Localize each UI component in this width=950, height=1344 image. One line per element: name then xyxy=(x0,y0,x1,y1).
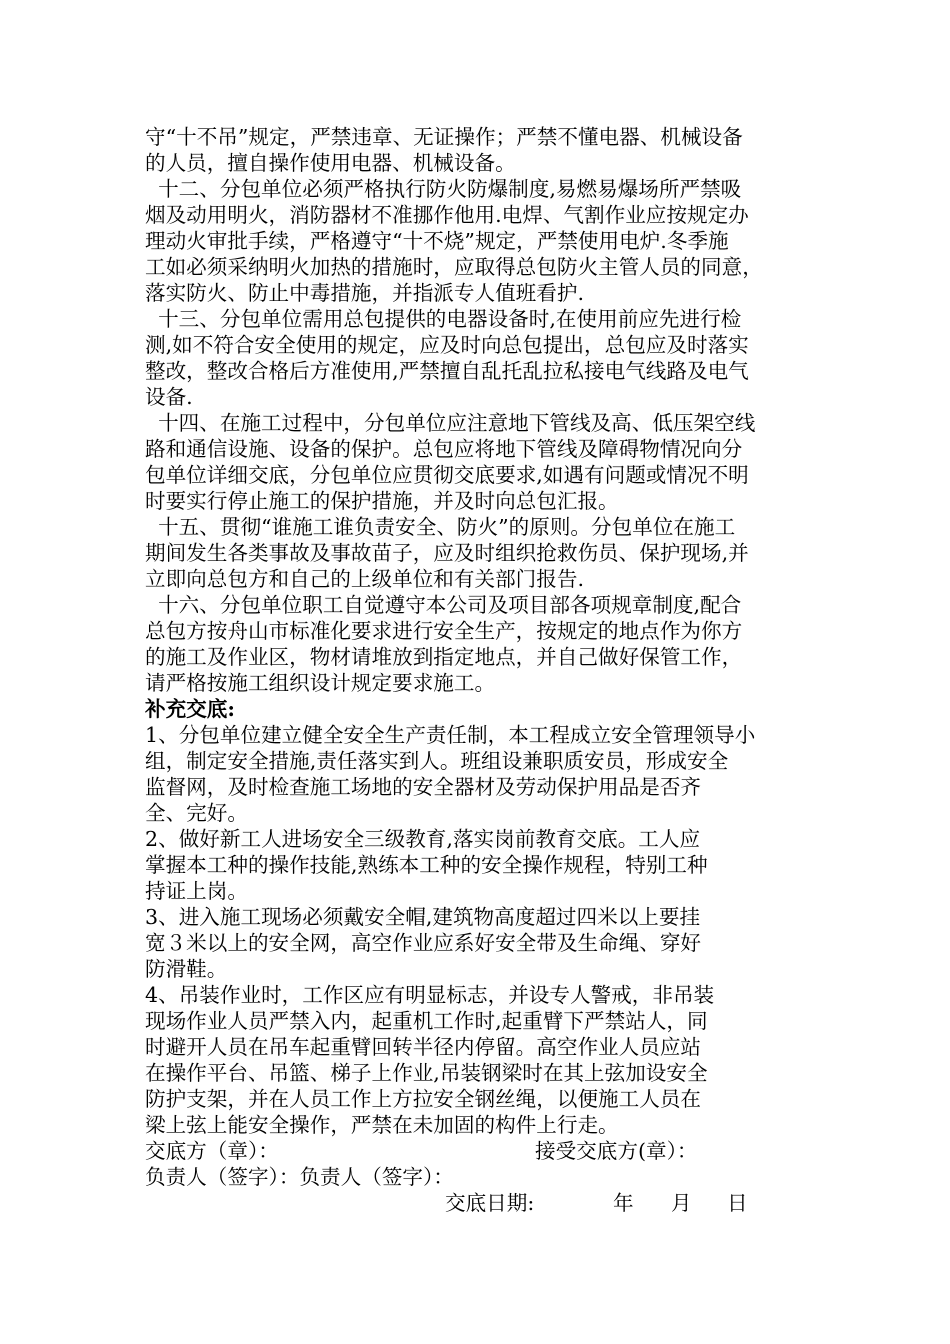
text-line: 梁上弦上能安全操作，严禁在未加固的构件上行走。 xyxy=(145,1113,619,1137)
date-month-label: 月 xyxy=(671,1191,692,1215)
text-line: 的施工及作业区，物材请堆放到指定地点，并自己做好保管工作， xyxy=(145,645,743,669)
signature-stamp-row xyxy=(145,1138,820,1164)
date-year-label: 年 xyxy=(613,1191,634,1215)
text-line: 在操作平台、吊篮、梯子上作业,吊装钢梁时在其上弦加设安全 xyxy=(145,1061,708,1085)
date-label: 交底日期: xyxy=(445,1191,535,1215)
text-line: 时避开人员在吊车起重臂回转半径内停留。高空作业人员应站 xyxy=(145,1035,702,1059)
text-line: 工如必须采纳明火加热的措施时，应取得总包防火主管人员的同意， xyxy=(145,255,763,279)
paragraph-item-16 xyxy=(145,592,820,696)
supplement-item-3 xyxy=(145,904,820,982)
text-line: 整改，整改合格后方准使用,严禁擅自乱托乱拉私接电气线路及电气 xyxy=(145,359,749,383)
receiver-stamp-label: 接受交底方(章）： xyxy=(535,1139,698,1163)
text-line: 防滑鞋。 xyxy=(145,957,228,981)
text-line: 十六、分包单位职工自觉遵守本公司及项目部各项规章制度,配合 xyxy=(145,593,742,617)
document-page xyxy=(145,124,820,1216)
supplement-item-4 xyxy=(145,982,820,1138)
text-line: 1、分包单位建立健全安全生产责任制，本工程成立安全管理领导小 xyxy=(145,723,756,747)
text-line: 十三、分包单位需用总包提供的电器设备时,在使用前应先进行检 xyxy=(145,307,742,331)
text-line: 十二、分包单位必须严格执行防火防爆制度,易燃易爆场所严禁吸 xyxy=(145,177,742,201)
text-line: 设备. xyxy=(145,385,193,409)
text-line: 全、完好。 xyxy=(145,801,248,825)
text-line: 烟及动用明火，消防器材不准挪作他用.电焊、气割作业应按规定办 xyxy=(145,203,749,227)
text-line: 十四、在施工过程中，分包单位应注意地下管线及高、低压架空线 xyxy=(145,411,756,435)
text-line: 总包方按舟山市标准化要求进行安全生产，按规定的地点作为你方 xyxy=(145,619,743,643)
responsible-signature-row xyxy=(145,1164,820,1190)
supplement-heading: 补充交底: xyxy=(145,697,235,721)
text-line: 宽３米以上的安全网，高空作业应系好安全带及生命绳、穿好 xyxy=(145,931,702,955)
paragraph-item-15 xyxy=(145,514,820,592)
text-line: 监督网，及时检查施工场地的安全器材及劳动保护用品是否齐 xyxy=(145,775,702,799)
text-line: 组，制定安全措施,责任落实到人。班组设兼职质安员，形成安全 xyxy=(145,749,729,773)
text-line: 测,如不符合安全使用的规定，应及时向总包提出，总包应及时落实 xyxy=(145,333,749,357)
supplement-item-2 xyxy=(145,826,820,904)
paragraph-item-12 xyxy=(145,176,820,306)
date-day-label: 日 xyxy=(727,1191,748,1215)
text-line: 十五、贯彻“谁施工谁负责安全、防火”的原则。分包单位在施工 xyxy=(145,515,736,539)
text-line: 时要实行停止施工的保护措施，并及时向总包汇报。 xyxy=(145,489,619,513)
supplement-item-1 xyxy=(145,722,820,826)
text-line: 期间发生各类事故及事故苗子，应及时组织抢救伤员、保护现场,并 xyxy=(145,541,749,565)
responsible-signature-label: 负责人（签字）：负责人（签字）： xyxy=(145,1165,454,1189)
text-line: 理动火审批手续，严格遵守“十不烧”规定，严禁使用电炉.冬季施 xyxy=(145,229,729,253)
text-line: 现场作业人员严禁入内，起重机工作时,起重臂下严禁站人，同 xyxy=(145,1009,708,1033)
date-row xyxy=(145,1190,820,1216)
paragraph-item-13 xyxy=(145,306,820,410)
paragraph-item-14 xyxy=(145,410,820,514)
text-line: 立即向总包方和自己的上级单位和有关部门报告. xyxy=(145,567,585,591)
text-line: 落实防火、防止中毒措施，并指派专人值班看护. xyxy=(145,281,585,305)
text-line: 请严格按施工组织设计规定要求施工。 xyxy=(145,671,496,695)
text-line: 持证上岗。 xyxy=(145,879,248,903)
paragraph-continuation xyxy=(145,124,820,176)
text-line: 守“十不吊”规定，严禁违章、无证操作；严禁不懂电器、机械设备 xyxy=(145,125,743,149)
giver-stamp-label: 交底方（章）： xyxy=(145,1139,279,1163)
text-line: 3、进入施工现场必须戴安全帽,建筑物高度超过四米以上要挂 xyxy=(145,905,701,929)
text-line: 2、做好新工人进场安全三级教育,落实岗前教育交底。工人应 xyxy=(145,827,701,851)
text-line: 包单位详细交底，分包单位应贯彻交底要求,如遇有问题或情况不明 xyxy=(145,463,749,487)
text-line: 4、吊装作业时，工作区应有明显标志，并设专人警戒，非吊装 xyxy=(145,983,715,1007)
text-line: 防护支架，并在人员工作上方拉安全钢丝绳，以便施工人员在 xyxy=(145,1087,702,1111)
text-line: 掌握本工种的操作技能,熟练本工种的安全操作规程，特别工种 xyxy=(145,853,708,877)
text-line: 的人员，擅自操作使用电器、机械设备。 xyxy=(145,151,516,175)
text-line: 路和通信设施、设备的保护。总包应将地下管线及障碍物情况向分 xyxy=(145,437,743,461)
